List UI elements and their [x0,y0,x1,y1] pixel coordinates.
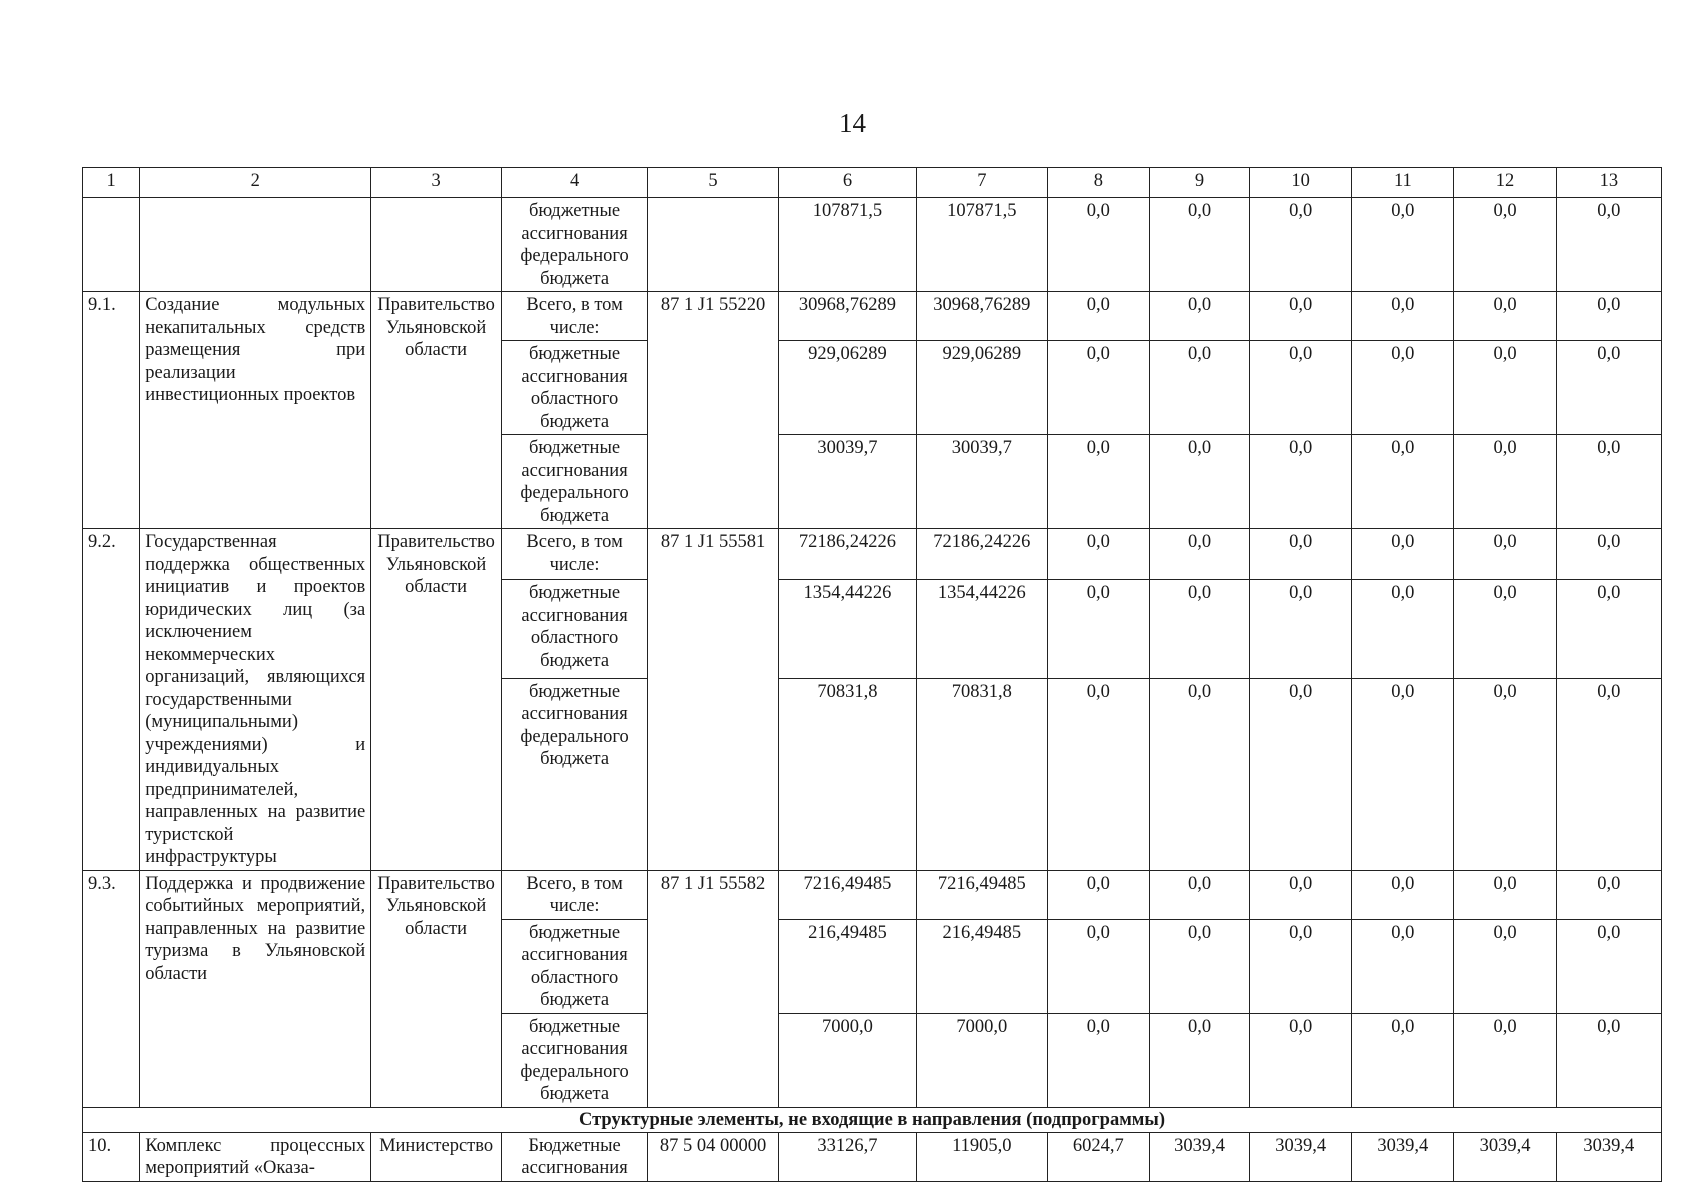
amount-cell: 0,0 [1149,529,1249,580]
amount-cell: 0,0 [1454,292,1556,341]
section-title: Структурные элементы, не входящие в направления (подпрограммы) [83,1107,1662,1132]
amount-cell: 0,0 [1250,919,1352,1013]
column-number: 5 [648,168,779,198]
column-number: 13 [1556,168,1661,198]
amount-cell: 0,0 [1556,870,1661,919]
amount-cell: 0,0 [1352,198,1454,292]
amount-cell: 0,0 [1454,435,1556,529]
amount-cell: 0,0 [1454,1013,1556,1107]
amount-cell: 0,0 [1250,678,1352,870]
amount-cell: 72186,24226 [916,529,1047,580]
column-number: 8 [1047,168,1149,198]
amount-cell: 3039,4 [1352,1132,1454,1181]
amount-cell: 0,0 [1454,529,1556,580]
executor: Правительство Ульяновской области [371,529,502,871]
amount-cell: 3039,4 [1250,1132,1352,1181]
amount-cell: 0,0 [1047,919,1149,1013]
funding-source: Всего, в том числе: [502,529,648,580]
amount-cell: 216,49485 [778,919,916,1013]
amount-cell: 0,0 [1250,435,1352,529]
amount-cell: 6024,7 [1047,1132,1149,1181]
amount-cell: 0,0 [1149,678,1249,870]
amount-cell: 0,0 [1556,435,1661,529]
funding-source: бюджетные ассигнования федерального бюджета [502,198,648,292]
amount-cell: 30039,7 [916,435,1047,529]
budget-code: 87 1 J1 55582 [648,870,779,1107]
amount-cell: 30039,7 [778,435,916,529]
amount-cell: 0,0 [1047,341,1149,435]
amount-cell: 0,0 [1454,341,1556,435]
funding-source: бюджетные ассигнования федерального бюджета [502,435,648,529]
amount-cell: 0,0 [1149,919,1249,1013]
funding-source: Всего, в том числе: [502,292,648,341]
table-row [83,1132,1662,1181]
continuation-row [83,198,1662,292]
column-number: 10 [1250,168,1352,198]
column-number: 11 [1352,168,1454,198]
amount-cell: 0,0 [1454,198,1556,292]
section-row [83,1107,1662,1132]
funding-source: бюджетные ассигнования федерального бюджета [502,678,648,870]
amount-cell: 0,0 [1556,678,1661,870]
amount-cell: 3039,4 [1149,1132,1249,1181]
table-body [83,168,1662,1182]
amount-cell: 33126,7 [778,1132,916,1181]
column-number: 4 [502,168,648,198]
column-number: 3 [371,168,502,198]
amount-cell: 929,06289 [916,341,1047,435]
amount-cell: 0,0 [1454,580,1556,678]
budget-code: 87 1 J1 55220 [648,292,779,529]
amount-cell: 0,0 [1556,198,1661,292]
amount-cell: 0,0 [1454,919,1556,1013]
column-number: 12 [1454,168,1556,198]
amount-cell: 0,0 [1352,919,1454,1013]
amount-cell: 0,0 [1047,435,1149,529]
measure-name: Комплекс процессных мероприятий «Оказа- [140,1132,371,1181]
amount-cell: 1354,44226 [778,580,916,678]
amount-cell: 30968,76289 [916,292,1047,341]
amount-cell: 0,0 [1556,919,1661,1013]
amount-cell: 0,0 [1556,529,1661,580]
executor: Правительство Ульяновской области [371,870,502,1107]
amount-cell: 1354,44226 [916,580,1047,678]
funding-source: бюджетные ассигнования областного бюджета [502,580,648,678]
amount-cell: 7000,0 [778,1013,916,1107]
amount-cell: 0,0 [1149,1013,1249,1107]
amount-cell: 0,0 [1352,1013,1454,1107]
amount-cell: 0,0 [1047,1013,1149,1107]
amount-cell: 0,0 [1352,292,1454,341]
amount-cell: 0,0 [1149,580,1249,678]
column-number: 1 [83,168,140,198]
amount-cell: 0,0 [1250,580,1352,678]
amount-cell: 0,0 [1556,1013,1661,1107]
amount-cell: 11905,0 [916,1132,1047,1181]
column-number: 9 [1149,168,1249,198]
measure-name: Поддержка и продвижение событийных мероприятий, направленных на развитие туризма в Ульяновской области [140,870,371,1107]
amount-cell: 0,0 [1250,198,1352,292]
funding-source: Всего, в том числе: [502,870,648,919]
amount-cell: 0,0 [1149,435,1249,529]
measure-number: 10. [83,1132,140,1181]
budget-code: 87 1 J1 55581 [648,529,779,871]
page-number: 14 [839,108,866,138]
amount-cell: 107871,5 [916,198,1047,292]
budget-table [82,167,1662,1182]
amount-cell: 3039,4 [1556,1132,1661,1181]
amount-cell: 7216,49485 [778,870,916,919]
measure-number: 9.1. [83,292,140,529]
empty-cell [140,198,371,292]
amount-cell: 0,0 [1250,870,1352,919]
amount-cell: 0,0 [1454,678,1556,870]
amount-cell: 0,0 [1352,678,1454,870]
amount-cell: 0,0 [1149,341,1249,435]
amount-cell: 0,0 [1149,292,1249,341]
amount-cell: 0,0 [1047,870,1149,919]
empty-cell [371,198,502,292]
table-row [83,529,1662,580]
amount-cell: 30968,76289 [778,292,916,341]
amount-cell: 0,0 [1556,292,1661,341]
empty-cell [83,198,140,292]
measure-number: 9.3. [83,870,140,1107]
amount-cell: 0,0 [1352,580,1454,678]
empty-cell [648,198,779,292]
amount-cell: 0,0 [1352,529,1454,580]
amount-cell: 70831,8 [916,678,1047,870]
amount-cell: 0,0 [1047,678,1149,870]
amount-cell: 0,0 [1250,341,1352,435]
amount-cell: 7000,0 [916,1013,1047,1107]
column-number: 7 [916,168,1047,198]
funding-source: бюджетные ассигнования областного бюджета [502,919,648,1013]
executor: Правительство Ульяновской области [371,292,502,529]
table-row [83,292,1662,341]
table-row [83,870,1662,919]
amount-cell: 0,0 [1149,870,1249,919]
amount-cell: 0,0 [1352,870,1454,919]
amount-cell: 0,0 [1250,1013,1352,1107]
amount-cell: 0,0 [1047,198,1149,292]
amount-cell: 216,49485 [916,919,1047,1013]
measure-name: Государственная поддержка общественных инициатив и проектов юридических лиц (за исключением некоммерческих организаций, являющихся государственными (муниципальными) учреждениями) и индивидуальных предпринимателей, направленных на развитие туристской инфраструктуры [140,529,371,871]
measure-name: Создание модульных некапитальных средств размещения при реализации инвестиционных проектов [140,292,371,529]
amount-cell: 0,0 [1352,435,1454,529]
column-number: 2 [140,168,371,198]
budget-code: 87 5 04 00000 [648,1132,779,1181]
amount-cell: 3039,4 [1454,1132,1556,1181]
funding-source: Бюджетные ассигнования [502,1132,648,1181]
amount-cell: 7216,49485 [916,870,1047,919]
amount-cell: 0,0 [1047,580,1149,678]
funding-source: бюджетные ассигнования областного бюджета [502,341,648,435]
amount-cell: 0,0 [1454,870,1556,919]
amount-cell: 0,0 [1250,529,1352,580]
funding-source: бюджетные ассигнования федерального бюджета [502,1013,648,1107]
column-number: 6 [778,168,916,198]
amount-cell: 0,0 [1047,292,1149,341]
amount-cell: 0,0 [1149,198,1249,292]
amount-cell: 0,0 [1556,580,1661,678]
amount-cell: 0,0 [1352,341,1454,435]
amount-cell: 70831,8 [778,678,916,870]
column-number-row [83,168,1662,198]
amount-cell: 0,0 [1047,529,1149,580]
amount-cell: 72186,24226 [778,529,916,580]
amount-cell: 0,0 [1556,341,1661,435]
measure-number: 9.2. [83,529,140,871]
executor: Министерство [371,1132,502,1181]
amount-cell: 107871,5 [778,198,916,292]
amount-cell: 0,0 [1250,292,1352,341]
amount-cell: 929,06289 [778,341,916,435]
